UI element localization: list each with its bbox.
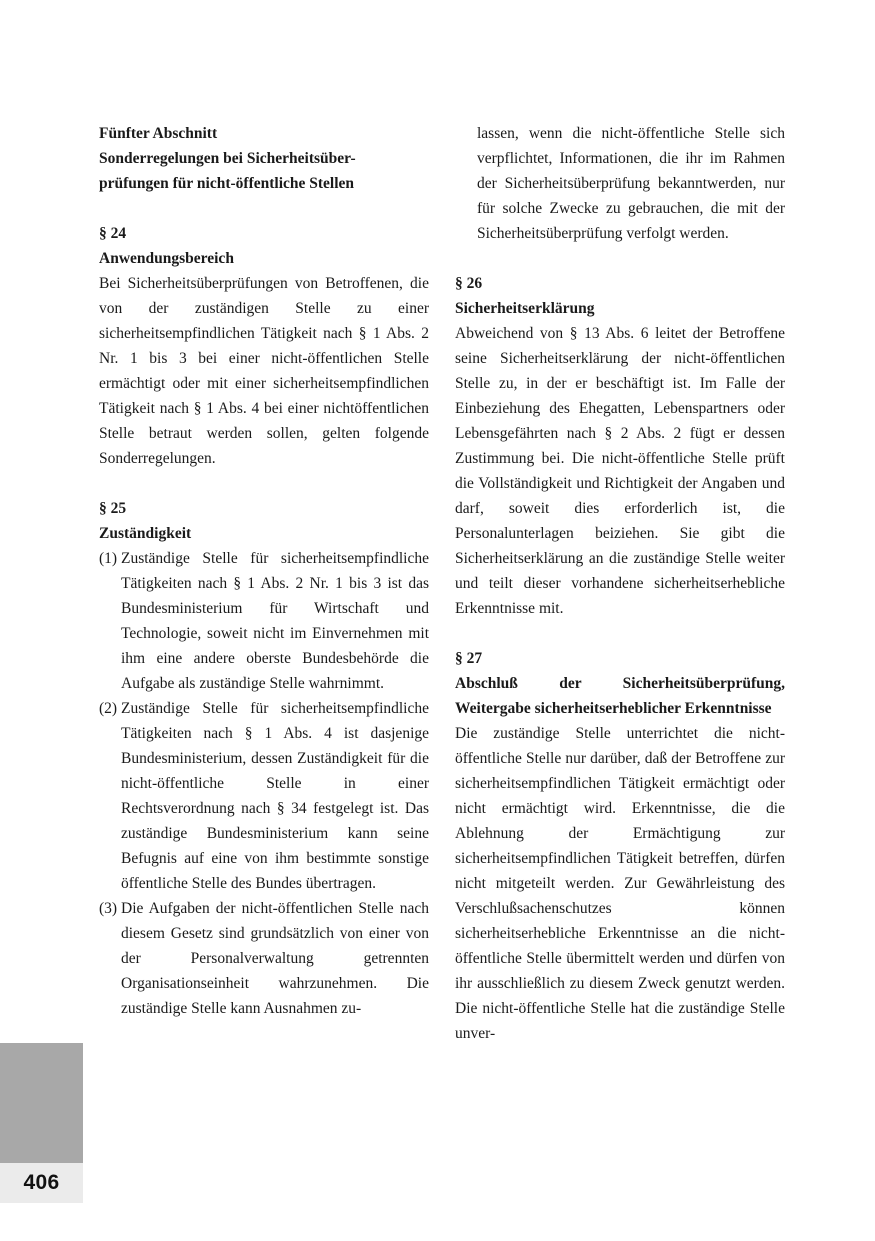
list-item xyxy=(99,696,429,896)
list-item-text: Die Aufgaben der nicht-öffentlichen Stelle nach diesem Gesetz sind grundsätzlich von einer von der Personalverwaltung getrennten Organisationseinheit wahrzunehmen. Die zuständige Stelle kann Ausnahmen zu- xyxy=(121,900,429,1017)
text-columns xyxy=(99,121,785,1211)
list-item-text: Zuständige Stelle für sicherheitsempfindliche Tätigkeiten nach § 1 Abs. 4 ist dasjenige Bundesministerium, dessen Zuständigkeit für die nicht-öffentliche Stelle in einer Rechtsverordnung nach § 34 festgelegt ist. Das zuständige Bundesministerium kann seine Befugnis auf eine von ihm bestimmte sonstige öffentliche Stelle des Bundes übertragen. xyxy=(121,700,429,892)
list-item-text: Zuständige Stelle für sicherheitsempfindliche Tätigkeiten nach § 1 Abs. 2 Nr. 1 bis 3 ist das Bundesministerium für Wirtschaft und Technologie, soweit nicht im Einvernehmen mit ihm eine andere oberste Bundesbehörde die Aufgabe als zuständige Stelle wahrnimmt. xyxy=(121,550,429,692)
paragraph-26-number: § 26 xyxy=(455,275,483,292)
continuation-text: lassen, wenn die nicht-öffentliche Stelle sich verpflichtet, Informationen, die ihr im Rahmen der Sicherheitsüberprüfung bekanntwerden, nur für solche Zwecke zu gebrauchen, die mit der Sicherheitsüberprüfung verfolgt werden. xyxy=(477,125,785,242)
paragraph-27-heading: Abschluß der Sicherheitsüberprüfung, Weitergabe sicherheitserheblicher Erkenntnisse xyxy=(455,675,785,717)
paragraph-24-heading: Anwendungsbereich xyxy=(99,250,234,267)
paragraph-27-text: Die zuständige Stelle unterrichtet die nicht-öffentliche Stelle nur darüber, daß der Betroffene zur sicherheitsempfindlichen Tätigkeit ermächtigt oder nicht ermächtigt wird. Erkenntnisse, die die Ablehnung der Ermächtigung zur sicherheitsempfindlichen Tätigkeit betreffen, dürfen nicht mitgeteilt werden. Zur Gewährleistung des Verschlußsachenschutzes können sicherheitserhebliche Erkenntnisse an die nicht-öffentliche Stelle übermittelt werden und dürfen von ihr ausschließlich zu diesem Zweck genutzt werden. Die nicht-öffentliche Stelle hat die zuständige Stelle unver- xyxy=(455,725,785,1042)
list-item xyxy=(99,896,429,1021)
right-column xyxy=(455,121,785,1046)
section-title-line-1: Fünfter Abschnitt xyxy=(99,125,218,142)
left-column xyxy=(99,121,429,1021)
page-number: 406 xyxy=(0,1163,83,1203)
thumb-tab-block xyxy=(0,1043,83,1163)
paragraph-26-heading: Sicherheitserklärung xyxy=(455,300,595,317)
paragraph-24-text: Bei Sicherheitsüberprüfungen von Betroffenen, die von der zuständigen Stelle zu einer sicherheitsempfindlichen Tätigkeit nach § 1 Abs. 2 Nr. 1 bis 3 bei einer nicht-öffentlichen Stelle ermächtigt oder mit einer sicherheitsempfindlichen Tätigkeit nach § 1 Abs. 4 bei einer nichtöffentlichen Stelle betraut werden sollen, gelten folgende Sonderregelungen. xyxy=(99,275,429,467)
paragraph-26-text: Abweichend von § 13 Abs. 6 leitet der Betroffene seine Sicherheitserklärung der nicht-öffentlichen Stelle zu, in der er beschäftigt ist. Im Falle der Einbeziehung des Ehegatten, Lebenspartners oder Lebensgefährten nach § 2 Abs. 2 fügt er dessen Zustimmung bei. Die nicht-öffentliche Stelle prüft die Vollständigkeit und Richtigkeit der Angaben und darf, soweit dies erforderlich ist, die Personalunterlagen beiziehen. Sie gibt die Sicherheitserklärung an die zuständige Stelle weiter und teilt dieser vorhandene sicherheitserhebliche Erkenntnisse mit. xyxy=(455,325,785,617)
page-thumb-tab xyxy=(0,1043,83,1203)
list-item-marker: (1) xyxy=(99,550,118,567)
spacer xyxy=(99,471,429,496)
paragraph-27-number: § 27 xyxy=(455,650,483,667)
spacer xyxy=(455,246,785,271)
list-item-marker: (3) xyxy=(99,900,118,917)
section-title-line-2: Sonderregelungen bei Sicherheitsüber- xyxy=(99,150,356,167)
paragraph-25-number: § 25 xyxy=(99,500,127,517)
paragraph-24-number: § 24 xyxy=(99,225,127,242)
section-title-line-3: prüfungen für nicht-öffentliche Stellen xyxy=(99,175,355,192)
spacer xyxy=(99,196,429,221)
spacer xyxy=(455,621,785,646)
list-item-marker: (2) xyxy=(99,700,118,717)
list-item xyxy=(99,546,429,696)
paragraph-25-heading: Zuständigkeit xyxy=(99,525,192,542)
